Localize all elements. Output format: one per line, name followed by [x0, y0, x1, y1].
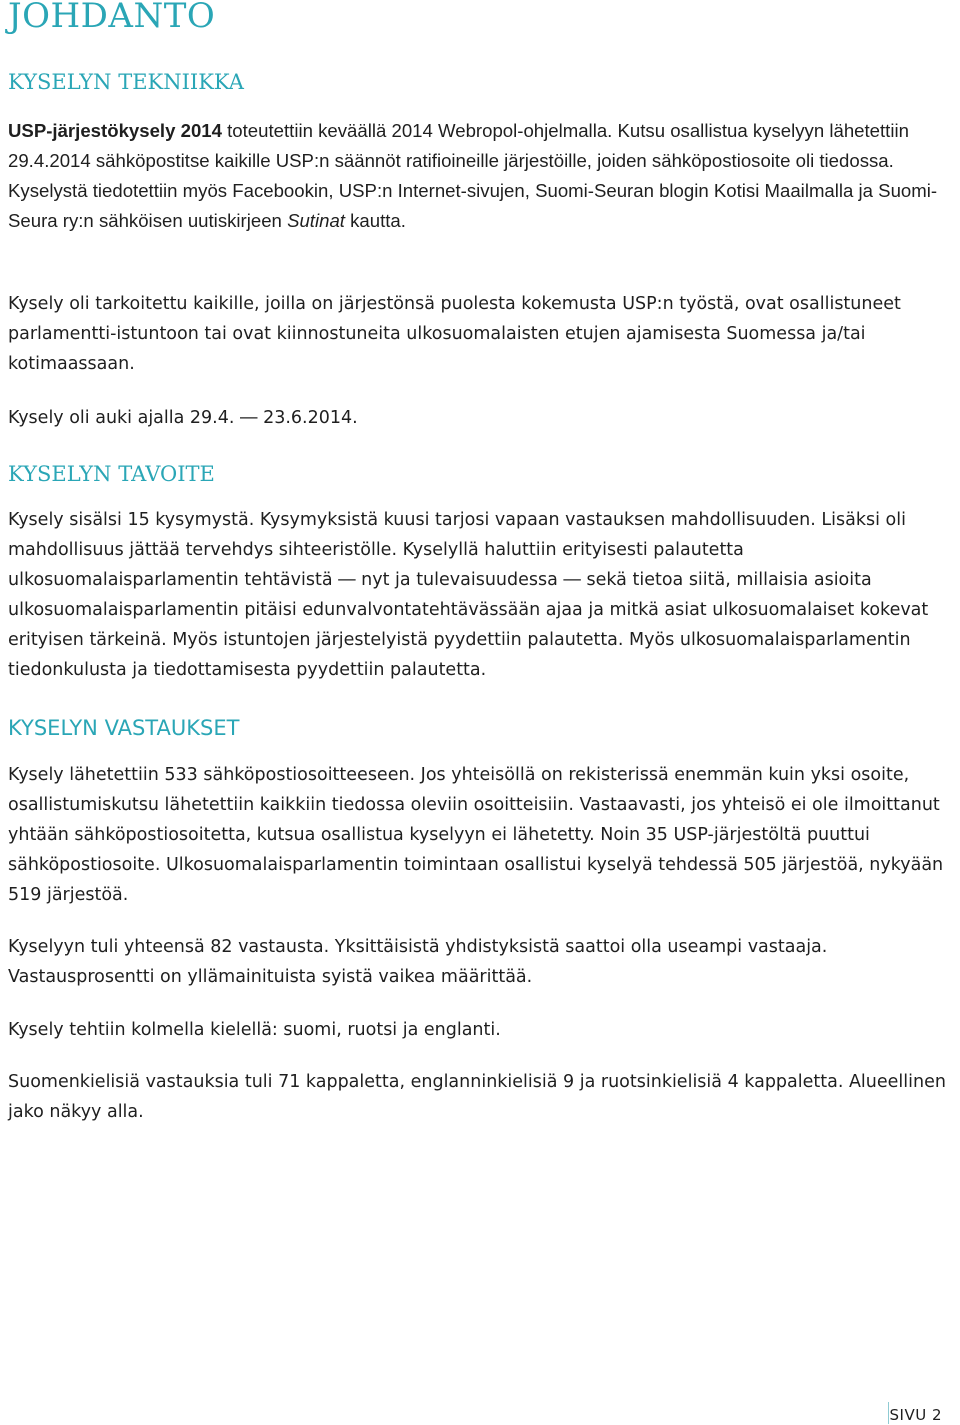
paragraph-text: toteutettiin keväällä 2014 Webropol-ohjelmalla. Kutsu osallistua kyselyyn lähetettiin 29.4.2014 sähköpostitse kaikille USP:n säännöt ratifioineille järjestöille, joiden sähköpostiosoite oli tiedossa. Kyselystä tiedotettiin myös Facebookin, USP:n Internet-sivujen, Suomi-Seuran blogin Kotisi Maailmalla ja Suomi-Seura ry:n sähköisen uutiskirjeen [8, 120, 938, 231]
paragraph-tekniikka-3: Kysely oli auki ajalla 29.4. ― 23.6.2014. [8, 408, 358, 428]
bold-lead: USP-järjestökysely 2014 [8, 120, 222, 141]
paragraph-tekniikka-1 [8, 116, 954, 236]
heading-kyselyn-tekniikka: KYSELYN TEKNIIKKA [8, 70, 244, 94]
page-title: JOHDANTO [8, 0, 216, 36]
heading-kyselyn-tavoite: KYSELYN TAVOITE [8, 462, 215, 486]
page-number: SIVU 2 [889, 1406, 942, 1424]
newsletter-name: Sutinat [287, 210, 345, 231]
paragraph-text-end: kautta. [344, 210, 406, 231]
paragraph-vastaukset-4: Suomenkielisiä vastauksia tuli 71 kappaletta, englanninkielisiä 9 ja ruotsinkielisiä 4 kappaletta. Alueellinen jako näkyy alla. [8, 1072, 946, 1122]
paragraph-tekniikka-2: Kysely oli tarkoitettu kaikille, joilla on järjestönsä puolesta kokemusta USP:n työstä, ovat osallistuneet parlamentti-istuntoon tai ovat kiinnostuneita ulkosuomalaisten etujen ajamisesta Suomessa ja/tai kotimaassaan. [8, 294, 901, 374]
paragraph-tavoite-1: Kysely sisälsi 15 kysymystä. Kysymyksistä kuusi tarjosi vapaan vastauksen mahdollisuuden. Lisäksi oli mahdollisuus jättää tervehdys sihteeristölle. Kyselyllä haluttiin erityisesti palautetta ulkosuomalaisparlamentin tehtävistä ― nyt ja tulevaisuudessa ― sekä tietoa siitä, millaisia asioita ulkosuomalaisparlamentin pitäisi edunvalvontatehtävässään ajaa ja mitkä asiat ulkosuomalaiset kokevat erityisen tärkeinä. Myös istuntojen järjestelyistä pyydettiin palautetta. Myös ulkosuomalaisparlamentin tiedonkulusta ja tiedottamisesta pyydettiin palautetta. [8, 510, 929, 680]
paragraph-vastaukset-2: Kyselyyn tuli yhteensä 82 vastausta. Yksittäisistä yhdistyksistä saattoi olla useampi vastaaja. Vastausprosentti on yllämainituista syistä vaikea määrittää. [8, 937, 828, 987]
heading-kyselyn-vastaukset: KYSELYN VASTAUKSET [8, 716, 240, 740]
paragraph-vastaukset-3: Kysely tehtiin kolmella kielellä: suomi, ruotsi ja englanti. [8, 1020, 501, 1040]
paragraph-vastaukset-1: Kysely lähetettiin 533 sähköpostiosoitteeseen. Jos yhteisöllä on rekisterissä enemmän kuin yksi osoite, osallistumiskutsu lähetettiin kaikkiin tiedossa oleviin osoitteisiin. Vastaavasti, jos yhteisö ei ole ilmoittanut yhtään sähköpostiosoitetta, kutsua osallistua kyselyyn ei lähetetty. Noin 35 USP-järjestöltä puuttui sähköpostiosoite. Ulkosuomalaisparlamentin toimintaan osallistui kyselyä tehdessä 505 järjestöä, nykyään 519 järjestöä. [8, 765, 944, 905]
